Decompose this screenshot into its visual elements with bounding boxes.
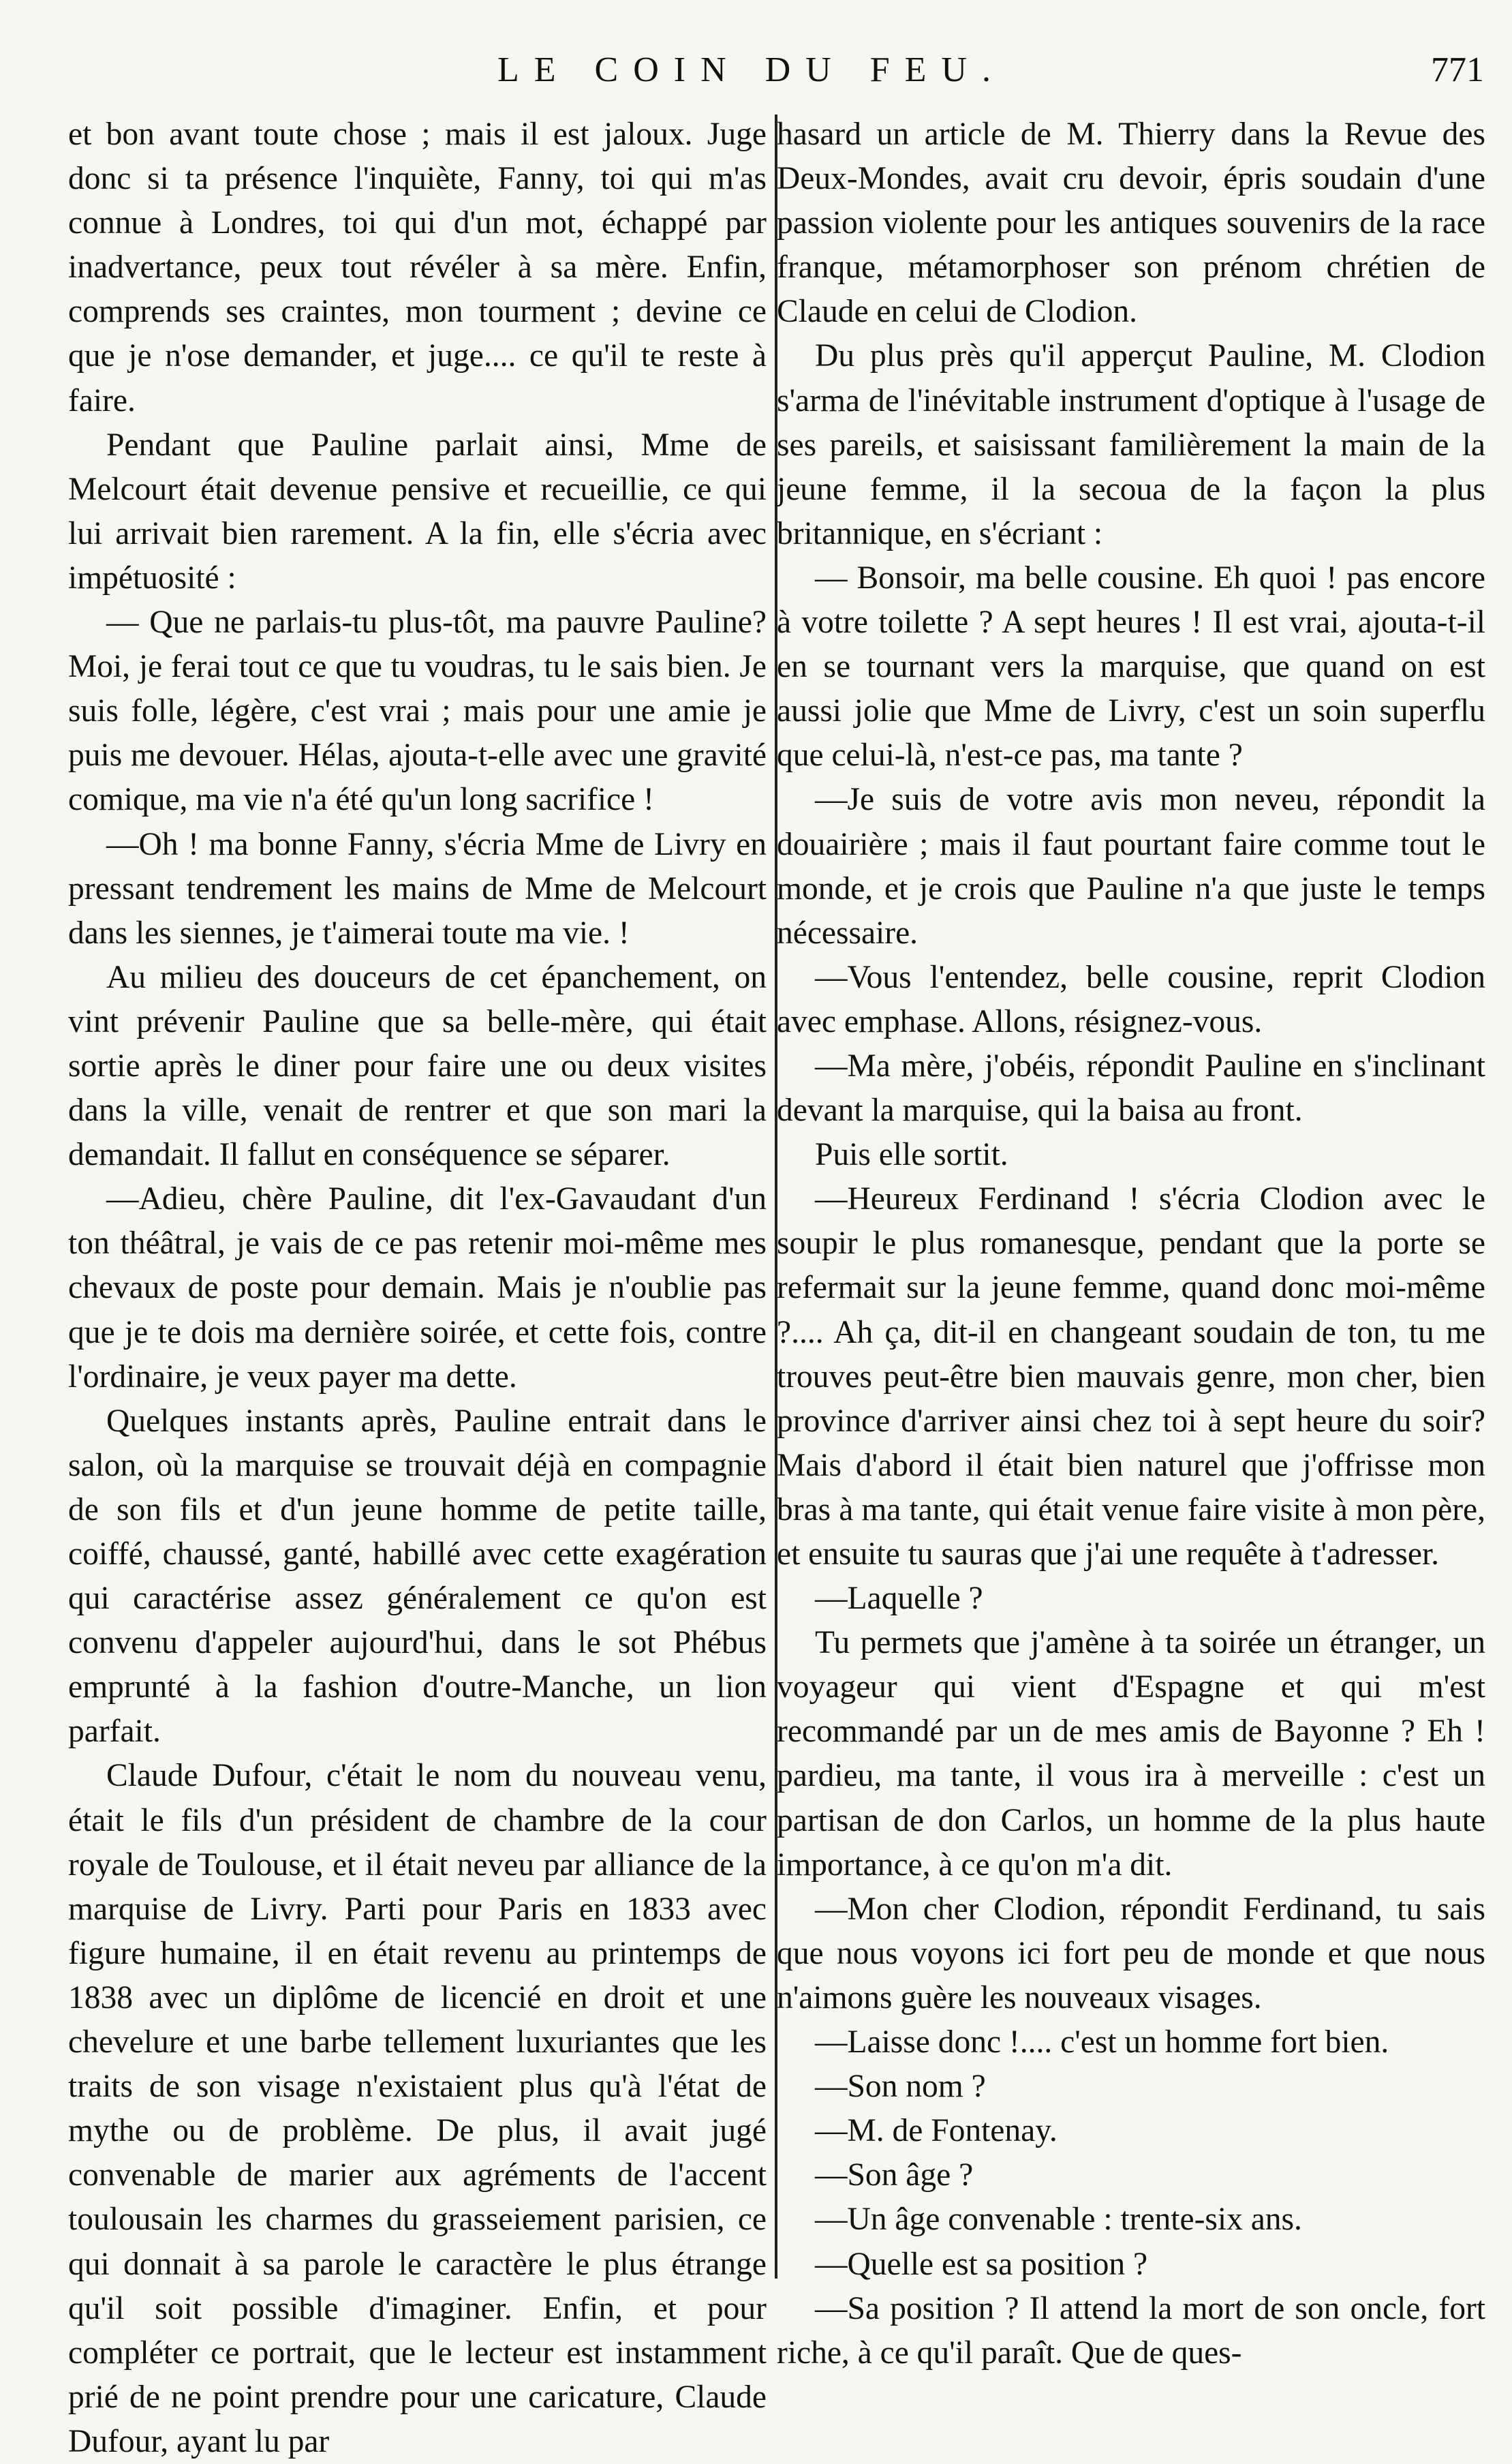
paragraph: Tu permets que j'amène à ta soirée un étranger, un voyageur qui vient d'Espagne et qui m'est recommandé par un de mes amis de Bayonne ? Eh ! pardieu, ma tante, il vous ira à merveille : c'est un partisan de don Carlos, un homme de la plus haute importance, à ce qu'on m'a dit. <box>777 1625 1485 1883</box>
paragraph: —Adieu, chère Pauline, dit l'ex-Gavaudant d'un ton théâtral, je vais de ce pas retenir moi-même mes chevaux de poste pour demain. Mais je n'oublie pas que je te dois ma dernière soirée, et cette fois, contre l'ordinaire, je veux payer ma dette. <box>68 1181 767 1395</box>
paragraph: — Que ne parlais-tu plus-tôt, ma pauvre Pauline? Moi, je ferai tout ce que tu voudras, tu le sais bien. Je suis folle, légère, c'est vrai ; mais pour une amie je puis me devouer. Hélas, ajouta-t-elle avec une gravité comique, ma vie n'a été qu'un long sacrifice ! <box>68 605 767 818</box>
page-header <box>0 37 1512 106</box>
page-number: 771 <box>1431 50 1484 89</box>
paragraph: —Oh ! ma bonne Fanny, s'écria Mme de Livry en pressant tendrement les mains de Mme de Melcourt dans les siennes, je t'aimerai toute ma vie. ! <box>68 826 767 951</box>
paragraph: —Mon cher Clodion, répondit Ferdinand, tu sais que nous voyons ici fort peu de monde et que nous n'aimons guère les nouveaux visages. <box>777 1891 1485 2016</box>
right-column <box>777 112 1485 2371</box>
paragraph: —Son nom ? <box>815 2069 986 2105</box>
paragraph: —Un âge convenable : trente-six ans. <box>815 2202 1302 2238</box>
paragraph: —Heureux Ferdinand ! s'écria Clodion avec le soupir le plus romanesque, pendant que la porte se refermait sur la jeune femme, quand donc moi-même ?.... Ah ça, dit-il en changeant soudain de ton, tu me trouves peut-être bien mauvais genre, mon cher, bien province d'arriver ainsi chez toi à sept heure du soir? Mais d'abord il était bien naturel que j'offrisse mon bras à ma tante, qui était venue faire visite à mon père, et ensuite tu sauras que j'ai une requête à t'adresser. <box>777 1181 1485 1572</box>
paragraph: Puis elle sortit. <box>815 1137 1008 1173</box>
paragraph: — Bonsoir, ma belle cousine. Eh quoi ! pas encore à votre toilette ? A sept heures ! Il est vrai, ajouta-t-il en se tournant vers la marquise, que quand on est aussi jolie que Mme de Livry, c'est un soin superflu que celui-là, n'est-ce pas, ma tante ? <box>777 560 1485 774</box>
paragraph: —Quelle est sa position ? <box>815 2246 1148 2282</box>
paragraph: Au milieu des douceurs de cet épanchement, on vint prévenir Pauline que sa belle-mère, qui était sortie après le diner pour faire une ou deux visites dans la ville, venait de rentrer et que son mari la demandait. Il fallut en conséquence se séparer. <box>68 959 767 1173</box>
paragraph: Du plus près qu'il apperçut Pauline, M. Clodion s'arma de l'inévitable instrument d'optique à l'usage de ses pareils, et saisissant familièrement la main de la jeune femme, il la secoua de la façon la plus britannique, en s'écriant : <box>777 338 1485 551</box>
paragraph: hasard un article de M. Thierry dans la Revue des Deux-Mondes, avait cru devoir, épris soudain d'une passion violente pour les antiques souvenirs de la race franque, métamorphoser son prénom chrétien de Claude en celui de Clodion. <box>777 117 1485 330</box>
left-column <box>68 112 767 2459</box>
paragraph: Pendant que Pauline parlait ainsi, Mme de Melcourt était devenue pensive et recueillie, ce qui lui arrivait bien rarement. A la fin, elle s'écria avec impétuosité : <box>68 427 767 596</box>
paragraph: Claude Dufour, c'était le nom du nouveau venu, était le fils d'un président de chambre de la cour royale de Toulouse, et il était neveu par alliance de la marquise de Livry. Parti pour Paris en 1833 avec figure humaine, il en était revenu au printemps de 1838 avec un diplôme de licencié en droit et une chevelure et une barbe tellement luxuriantes que les traits de son visage n'existaient plus qu'à l'état de mythe ou de problème. De plus, il avait jugé convenable de marier aux agréments de l'accent toulousain les charmes du grasseiement parisien, ce qui donnait à sa parole le caractère le plus étrange qu'il soit possible d'imaginer. Enfin, et pour compléter ce portrait, que le lecteur est instamment prié de ne point prendre pour une caricature, Claude Dufour, ayant lu par <box>68 1758 767 2459</box>
paragraph: —Laisse donc !.... c'est un homme fort bien. <box>815 2024 1389 2060</box>
paragraph: —Son âge ? <box>815 2157 974 2193</box>
paragraph: —Vous l'entendez, belle cousine, reprit Clodion avec emphase. Allons, résignez-vous. <box>777 959 1485 1039</box>
paragraph: —Je suis de votre avis mon neveu, répondit la douairière ; mais il faut pourtant faire comme tout le monde, et je crois que Pauline n'a que juste le temps nécessaire. <box>777 782 1485 951</box>
running-title: LE COIN DU FEU. <box>497 50 1006 89</box>
paragraph: et bon avant toute chose ; mais il est jaloux. Juge donc si ta présence l'inquiète, Fanny, toi qui m'as connue à Londres, toi qui d'un mot, échappé par inadvertance, peux tout révéler à sa mère. Enfin, comprends ses craintes, mon tourment ; devine ce que je n'ose demander, et juge.... ce qu'il te reste à faire. <box>68 117 767 419</box>
paragraph: —Sa position ? Il attend la mort de son oncle, fort riche, à ce qu'il paraît. Que de ques- <box>777 2290 1485 2371</box>
paragraph: Quelques instants après, Pauline entrait dans le salon, où la marquise se trouvait déjà en compagnie de son fils et d'un jeune homme de petite taille, coiffé, chaussé, ganté, habillé avec cette exagération qui caractérise assez généralement ce qu'on est convenu d'appeler aujourd'hui, dans le sot Phébus emprunté à la fashion d'outre-Manche, un lion parfait. <box>68 1403 767 1750</box>
paragraph: —M. de Fontenay. <box>815 2113 1058 2149</box>
paragraph: —Ma mère, j'obéis, répondit Pauline en s'inclinant devant la marquise, qui la baisa au front. <box>777 1048 1485 1129</box>
paragraph: —Laquelle ? <box>815 1581 983 1617</box>
